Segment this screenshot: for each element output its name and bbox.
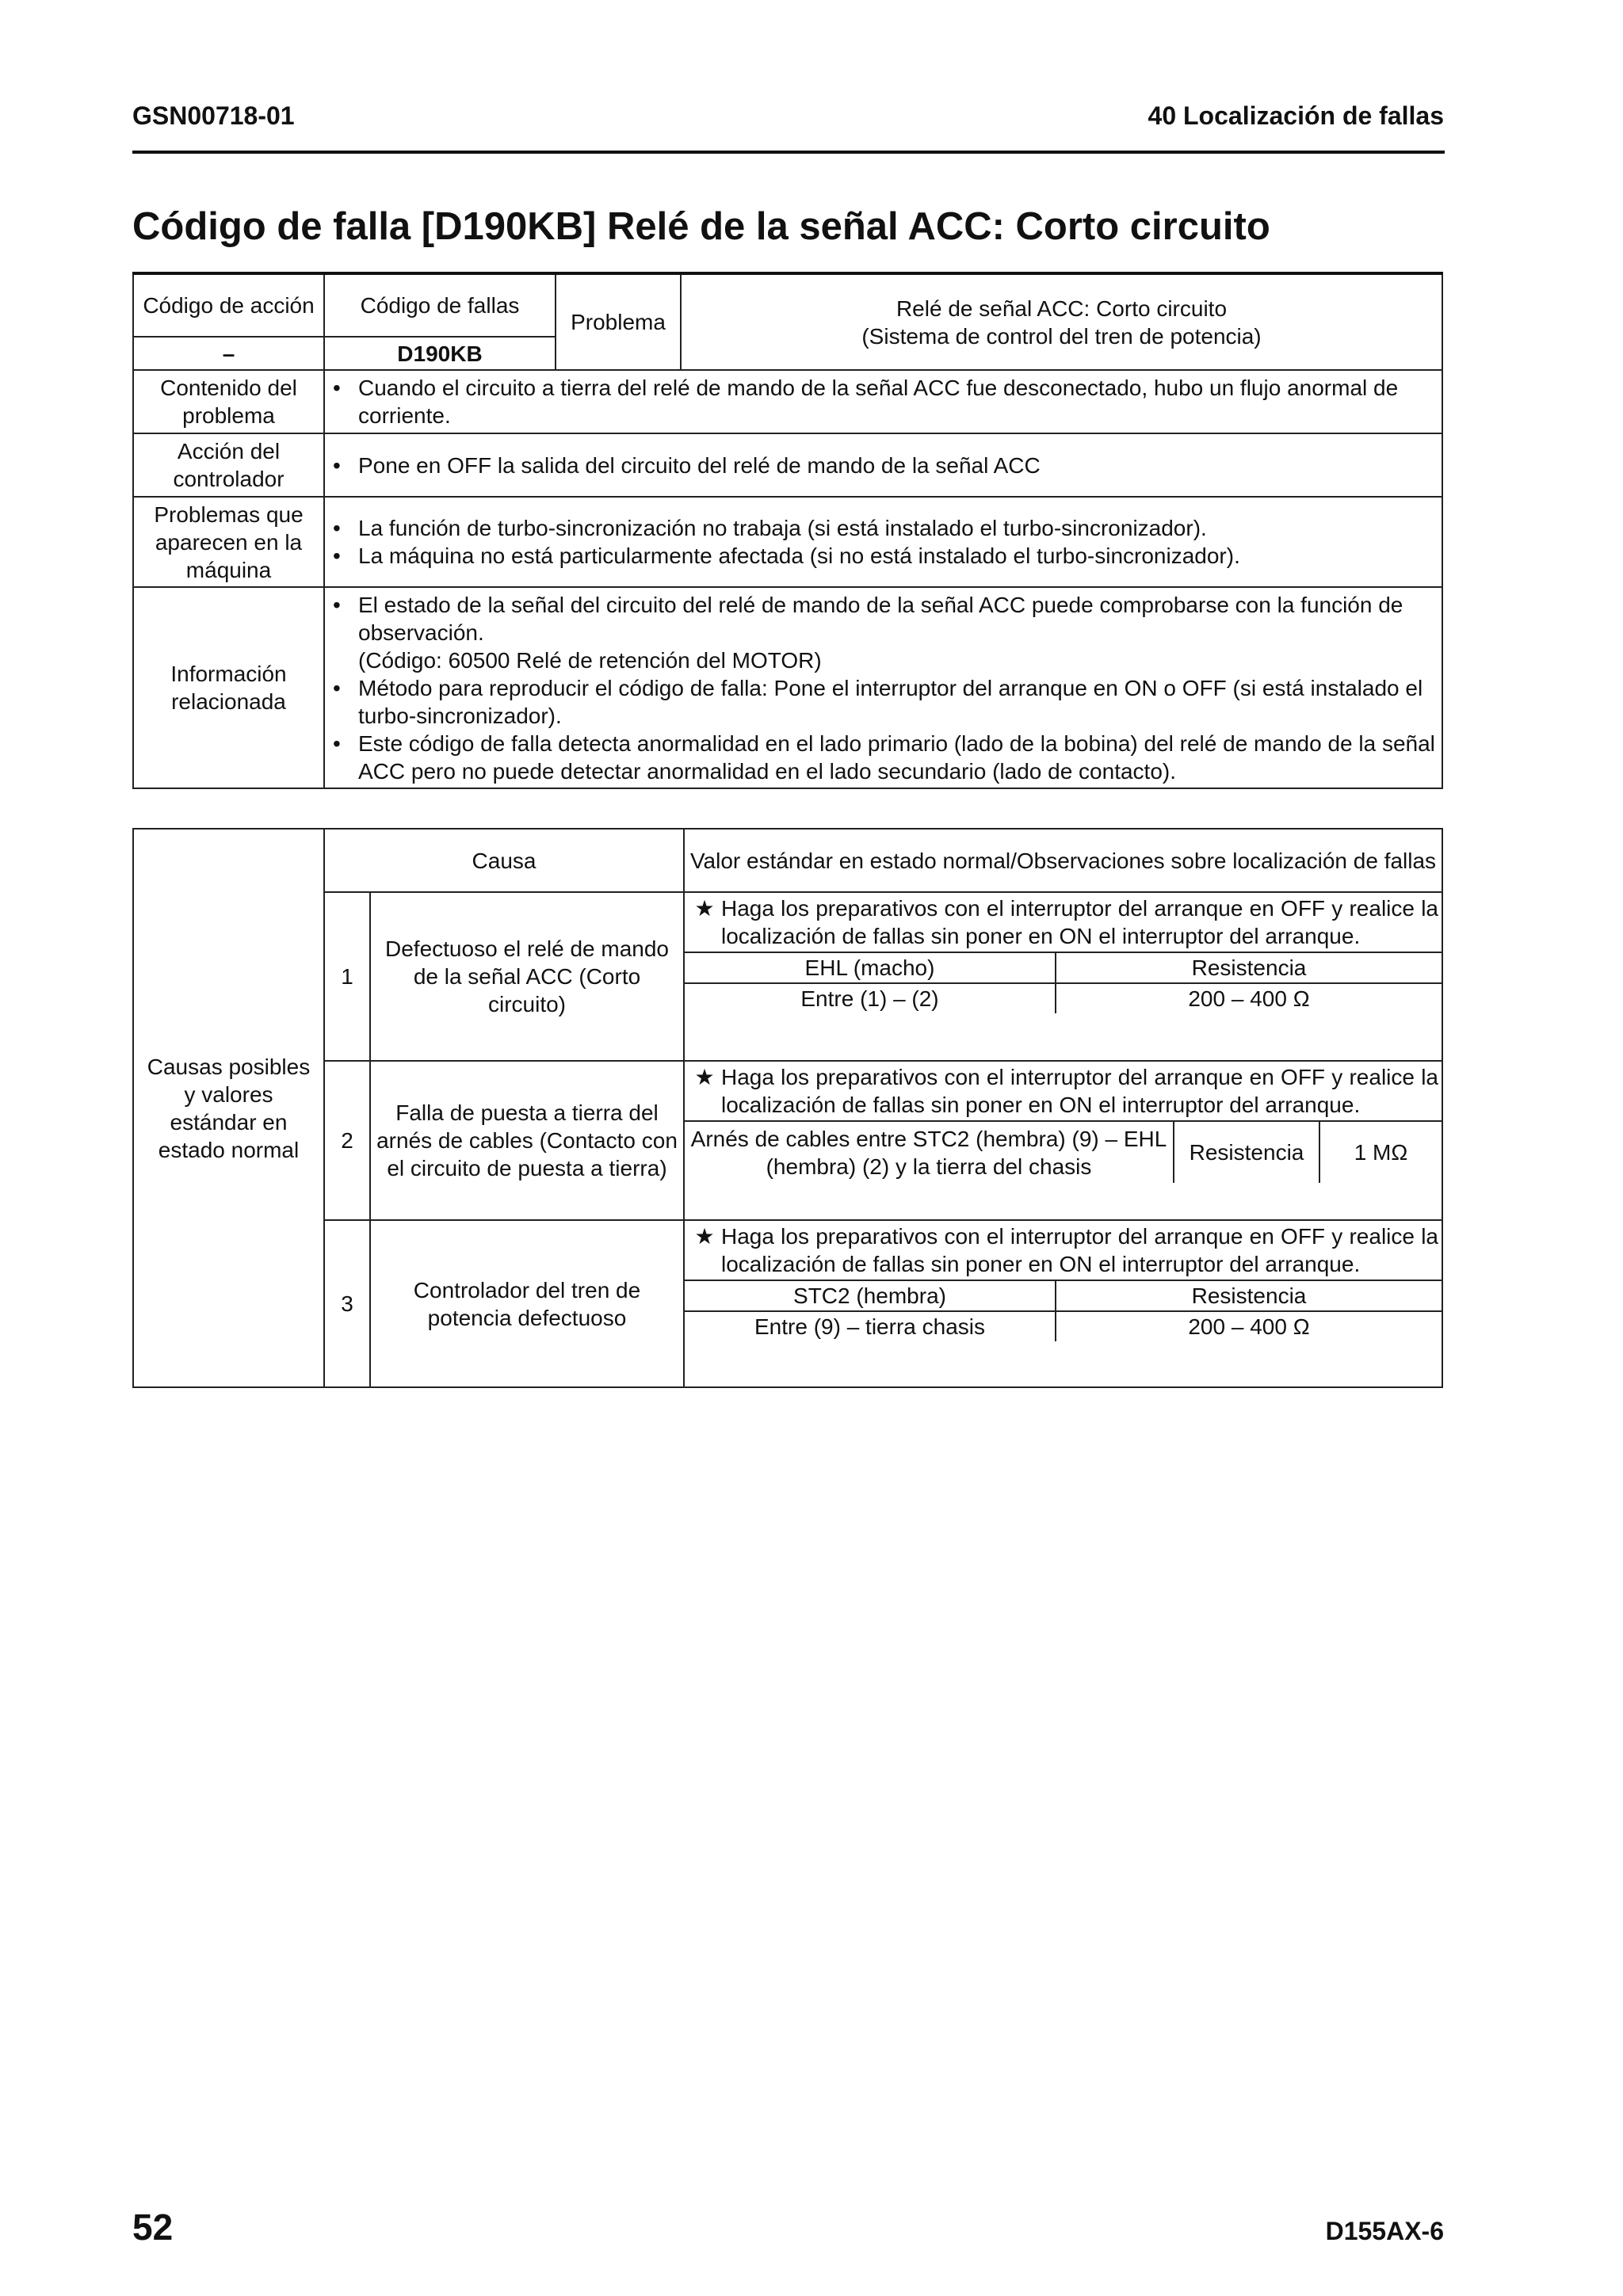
bullet-item: • Este código de falla detecta anormalidad en el lado primario (lado de la bobina) del relé de mando de la señal ACC pero no puede detectar anormalidad en el lado secundario (lado de contacto). <box>330 730 1437 785</box>
bullet-item: • La máquina no está particularmente afectada (si no está instalado el turbo-sincronizador). <box>330 542 1437 570</box>
page-number: 52 <box>132 2206 174 2248</box>
value-header: Valor estándar en estado normal/Observaciones sobre localización de fallas <box>684 829 1442 892</box>
row-label-related-info: Información relacionada <box>133 587 324 788</box>
cause-2-details <box>684 1061 1442 1220</box>
cause-text: Defectuoso el relé de mando de la señal ACC (Corto circuito) <box>370 892 684 1061</box>
fault-info-table <box>132 272 1443 789</box>
star-icon: ★ <box>694 896 715 921</box>
code-reference: (Código: 60500 Relé de retención del MOTOR) <box>358 647 822 673</box>
fault-code-label: Código de fallas <box>324 273 556 337</box>
star-icon: ★ <box>694 1224 715 1249</box>
model-code: D155AX-6 <box>1325 2217 1444 2245</box>
bullet-item: • El estado de la señal del circuito del relé de mando de la señal ACC puede comprobarse con la función de observación. (Código: 60500 Relé de retención del MOTOR) <box>330 591 1437 674</box>
harness-description: Arnés de cables entre STC2 (hembra) (9) – EHL (hembra) (2) y la tierra del chasis <box>685 1121 1174 1183</box>
measure-point: Entre (9) – tierra chasis <box>685 1311 1056 1341</box>
cause-text: Falla de puesta a tierra del arnés de cables (Contacto con el circuito de puesta a tierra) <box>370 1061 684 1220</box>
bullet-item: • Cuando el circuito a tierra del relé de mando de la señal ACC fue desconectado, hubo un flujo anormal de corriente. <box>330 374 1437 429</box>
measure-header: Resistencia <box>1174 1121 1319 1183</box>
measure-header: Resistencia <box>1056 1280 1442 1311</box>
cause-text: Controlador del tren de potencia defectuoso <box>370 1220 684 1387</box>
problem-label: Problema <box>556 273 681 370</box>
cause-1-details <box>684 892 1442 1061</box>
standard-value: 200 – 400 Ω <box>1056 1311 1442 1341</box>
bullet-item: • La función de turbo-sincronización no trabaja (si está instalado el turbo-sincronizador). <box>330 514 1437 542</box>
measure-point: Entre (1) – (2) <box>685 983 1056 1013</box>
problem-text-line-1: Relé de señal ACC: Corto circuito <box>896 296 1228 321</box>
standard-value: 200 – 400 Ω <box>1056 983 1442 1013</box>
row-label-problem-content: Contenido del problema <box>133 370 324 433</box>
connector-header: EHL (macho) <box>685 952 1056 983</box>
cause-3-details <box>684 1220 1442 1387</box>
row-content-controller-action <box>324 433 1442 497</box>
bullet-item: • Método para reproducir el código de falla: Pone el interruptor del arranque en ON o OFF (si está instalado el turbo-sincronizador). <box>330 674 1437 730</box>
problem-text-line-2: (Sistema de control del tren de potencia) <box>861 323 1262 349</box>
cause-number: 2 <box>324 1061 370 1220</box>
row-content-related-info <box>324 587 1442 788</box>
standard-value: 1 MΩ <box>1319 1121 1442 1183</box>
document-code: GSN00718-01 <box>132 101 295 130</box>
cause-number: 1 <box>324 892 370 1061</box>
row-label-machine-problems: Problemas que aparecen en la máquina <box>133 497 324 587</box>
fault-code-value: D190KB <box>324 337 556 370</box>
connector-header: STC2 (hembra) <box>685 1280 1056 1311</box>
note-text: Haga los preparativos con el interruptor del arranque en OFF y realice la localización de fallas sin poner en ON el interruptor del arranque. <box>721 1224 1438 1276</box>
page-title: Código de falla [D190KB] Relé de la señal ACC: Corto circuito <box>132 205 1270 248</box>
action-code-value: – <box>133 337 324 370</box>
note-text: Haga los preparativos con el interruptor del arranque en OFF y realice la localización de fallas sin poner en ON el interruptor del arranque. <box>721 896 1438 948</box>
bullet-item: • Pone en OFF la salida del circuito del relé de mando de la señal ACC <box>330 452 1437 479</box>
problem-description <box>681 273 1442 370</box>
causes-label: Causas posibles y valores estándar en estado normal <box>133 829 324 1387</box>
section-title: 40 Localización de fallas <box>1148 101 1444 130</box>
measure-header: Resistencia <box>1056 952 1442 983</box>
note-text: Haga los preparativos con el interruptor del arranque en OFF y realice la localización de fallas sin poner en ON el interruptor del arranque. <box>721 1065 1438 1117</box>
action-code-label: Código de acción <box>133 273 324 337</box>
cause-number: 3 <box>324 1220 370 1387</box>
row-label-controller-action: Acción del controlador <box>133 433 324 497</box>
cause-header: Causa <box>324 829 684 892</box>
star-icon: ★ <box>694 1065 715 1089</box>
row-content-problem-content <box>324 370 1442 433</box>
header-rule <box>132 151 1445 154</box>
row-content-machine-problems <box>324 497 1442 587</box>
causes-table <box>132 828 1443 1388</box>
